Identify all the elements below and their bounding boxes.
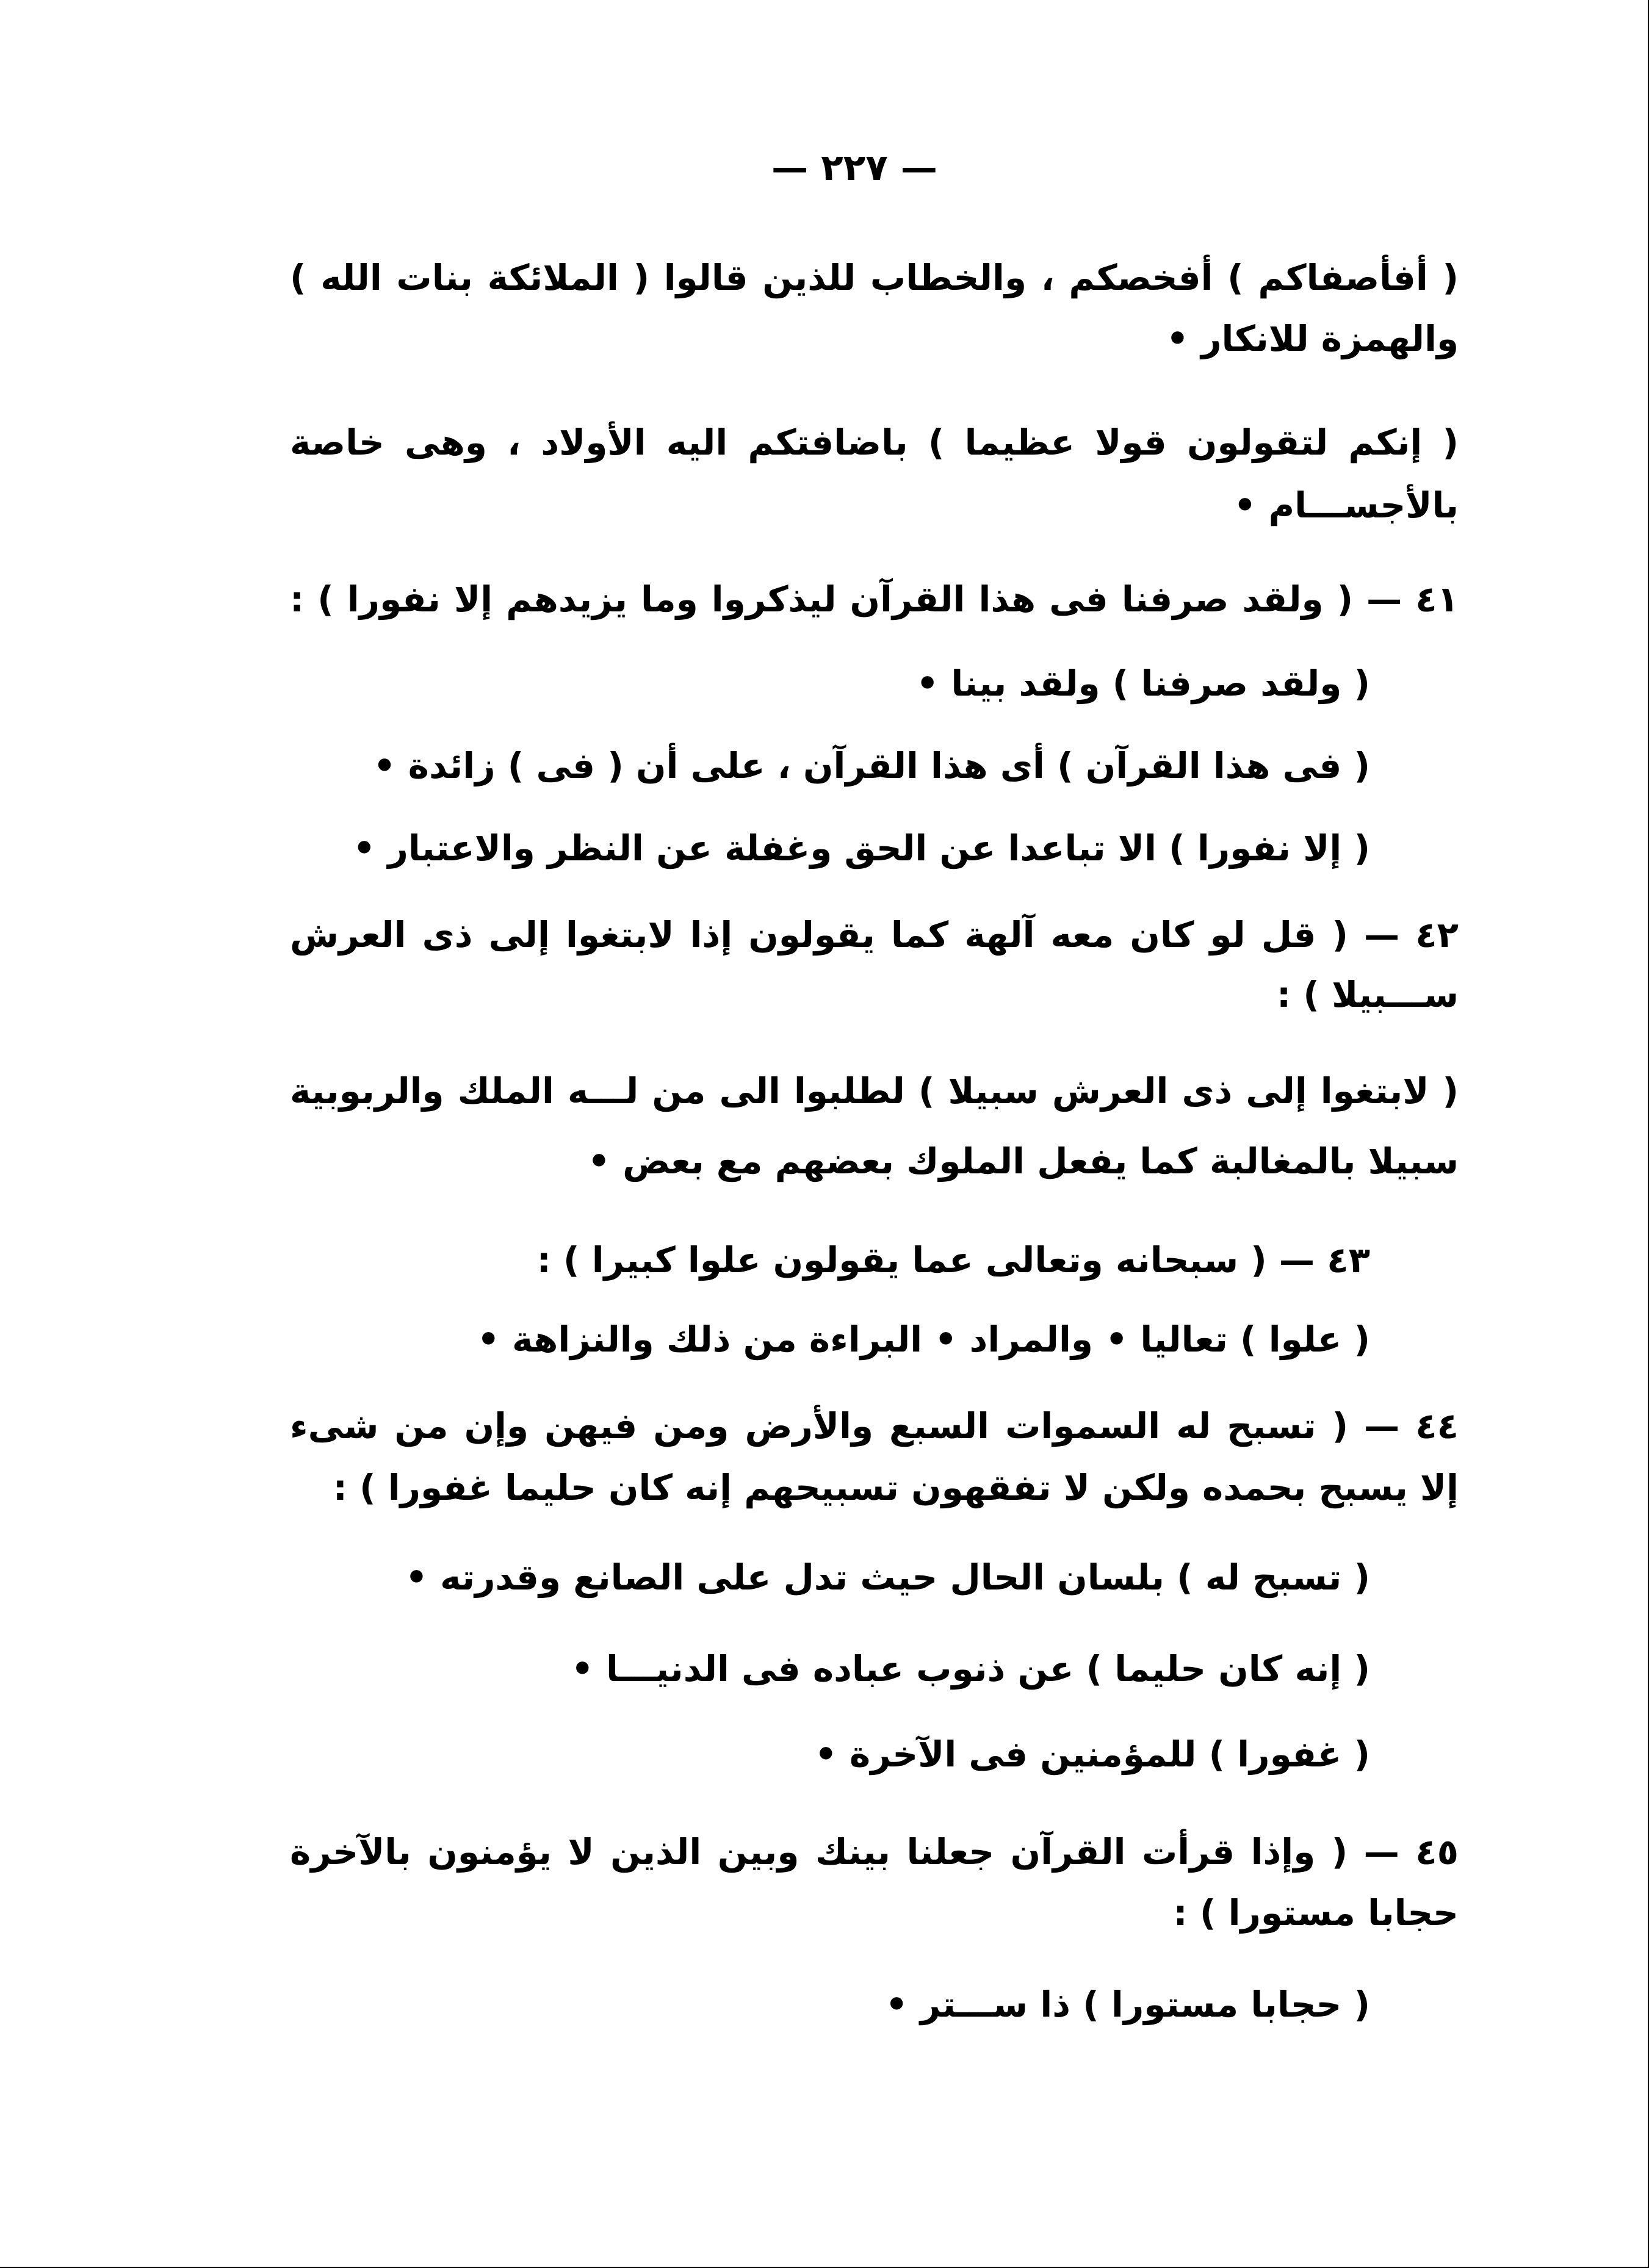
- text-line: ( لابتغوا إلى ذى العرش سبيلا ) لطلبوا الى من لـــه الملك والربوبية: [290, 1070, 1459, 1112]
- text-line: ( فى هذا القرآن ) أى هذا القرآن ، على أن ( فى ) زائدة •: [373, 745, 1370, 787]
- text-line: ٤٢ — ( قل لو كان معه آلهة كما يقولون إذا لابتغوا إلى ذى العرش: [290, 914, 1459, 956]
- text-line: ٤٤ — ( تسبح له السموات السبع والأرض ومن فيهن وإن من شىء: [290, 1405, 1459, 1447]
- text-line: سبيلا بالمغالبة كما يفعل الملوك بعضهم مع بعض •: [587, 1140, 1459, 1182]
- text-line: ٤١ — ( ولقد صرفنا فى هذا القرآن ليذكروا وما يزيدهم إلا نفورا ) :: [290, 578, 1459, 620]
- text-line: ( تسبح له ) بلسان الحال حيث تدل على الصانع وقدرته •: [405, 1557, 1370, 1598]
- text-line: ( إلا نفورا ) الا تباعدا عن الحق وغفلة عن النظر والاعتبار •: [353, 827, 1370, 869]
- text-line: ( علوا ) تعاليا • والمراد • البراءة من ذلك والنزاهة •: [477, 1319, 1370, 1360]
- text-line: ( أفأصفاكم ) أفخصكم ، والخطاب للذين قالوا ( الملائكة بنات الله ): [290, 257, 1459, 298]
- text-line: والهمزة للانكار •: [1166, 318, 1459, 359]
- text-line: ( إنكم لتقولون قولا عظيما ) باضافتكم اليه الأولاد ، وهى خاصة: [290, 422, 1459, 463]
- text-line: ٤٥ — ( وإذا قرأت القرآن جعلنا بينك وبين الذين لا يؤمنون بالآخرة: [290, 1831, 1459, 1873]
- text-line: حجابا مستورا ) :: [1173, 1892, 1459, 1934]
- text-line: ( غفورا ) للمؤمنين فى الآخرة •: [814, 1733, 1370, 1775]
- text-line: ( إنه كان حليما ) عن ذنوب عباده فى الدنيـــا •: [571, 1648, 1370, 1690]
- text-line: ســـبيلا ) :: [1277, 974, 1459, 1015]
- page-number: — ٢٢٧ —: [771, 146, 937, 189]
- text-line: إلا يسبح بحمده ولكن لا تفقهون تسبيحهم إنه كان حليما غفورا ) :: [333, 1467, 1459, 1508]
- text-line: ٤٣ — ( سبحانه وتعالى عما يقولون علوا كبيرا ) :: [536, 1239, 1370, 1281]
- text-line: بالأجســـام •: [1233, 484, 1459, 526]
- text-line: ( ولقد صرفنا ) ولقد بينا •: [916, 663, 1370, 704]
- text-line: ( حجابا مستورا ) ذا ســـتر •: [885, 1984, 1370, 2025]
